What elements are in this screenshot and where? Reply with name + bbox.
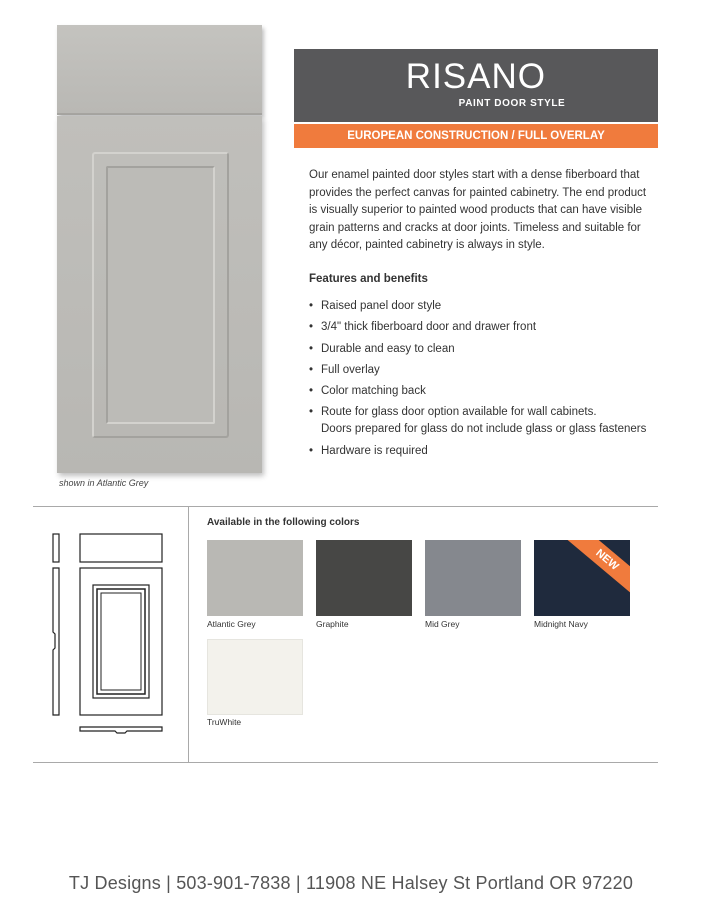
- swatch-atlantic-grey: [207, 540, 303, 616]
- colors-heading: Available in the following colors: [207, 517, 360, 528]
- description: Our enamel painted door styles start with a dense fiberboard that provides the perfect canvas for painted cabinetry. The end product is visually superior to painted wood products that can have visible grain patterns and cracks at door joints. Timeless and suitable for any décor, painted cabinetry is always in style.: [309, 169, 647, 251]
- image-caption: shown in Atlantic Grey: [59, 478, 149, 488]
- swatch-truwhite: [207, 639, 303, 715]
- footer-contact: TJ Designs | 503-901-7838 | 11908 NE Halsey St Portland OR 97220: [68, 873, 634, 893]
- raised-panel: [106, 166, 215, 424]
- features-heading: Features and benefits: [309, 273, 428, 285]
- drawer-front: [57, 25, 262, 115]
- features-list: [309, 298, 654, 464]
- construction-banner: EUROPEAN CONSTRUCTION / FULL OVERLAY: [294, 124, 658, 148]
- page-subtitle: PAINT DOOR STYLE: [458, 98, 566, 109]
- swatch-label: Graphite: [316, 619, 349, 629]
- list-item: • Durable and easy to clean: [309, 341, 654, 358]
- door-line-drawing: [45, 530, 175, 745]
- list-item: • Route for glass door option available for wall cabinets. Doors prepared for glass do not include glass or glass fasteners: [309, 404, 654, 438]
- list-item: • Color matching back: [309, 383, 654, 400]
- list-item: • Raised panel door style: [309, 298, 654, 315]
- title-block: [294, 49, 658, 122]
- swatch-midnight-navy: [534, 540, 630, 616]
- divider: [188, 507, 189, 762]
- list-item: • Full overlay: [309, 362, 654, 379]
- swatch-graphite: [316, 540, 412, 616]
- swatch-mid-grey: [425, 540, 521, 616]
- divider: [33, 762, 658, 763]
- divider: [33, 506, 658, 507]
- page-title: RISANO: [405, 57, 546, 96]
- swatch-label: Midnight Navy: [534, 619, 588, 629]
- list-item: • 3/4" thick fiberboard door and drawer front: [309, 319, 654, 336]
- swatch-label: TruWhite: [207, 717, 242, 727]
- list-item: • Hardware is required: [309, 443, 654, 460]
- door-image: [57, 25, 262, 473]
- door-front: [57, 116, 262, 473]
- swatch-label: Mid Grey: [425, 619, 460, 629]
- swatch-label: Atlantic Grey: [207, 619, 256, 629]
- new-badge: NEW: [566, 540, 630, 597]
- raised-panel-frame: [92, 152, 229, 438]
